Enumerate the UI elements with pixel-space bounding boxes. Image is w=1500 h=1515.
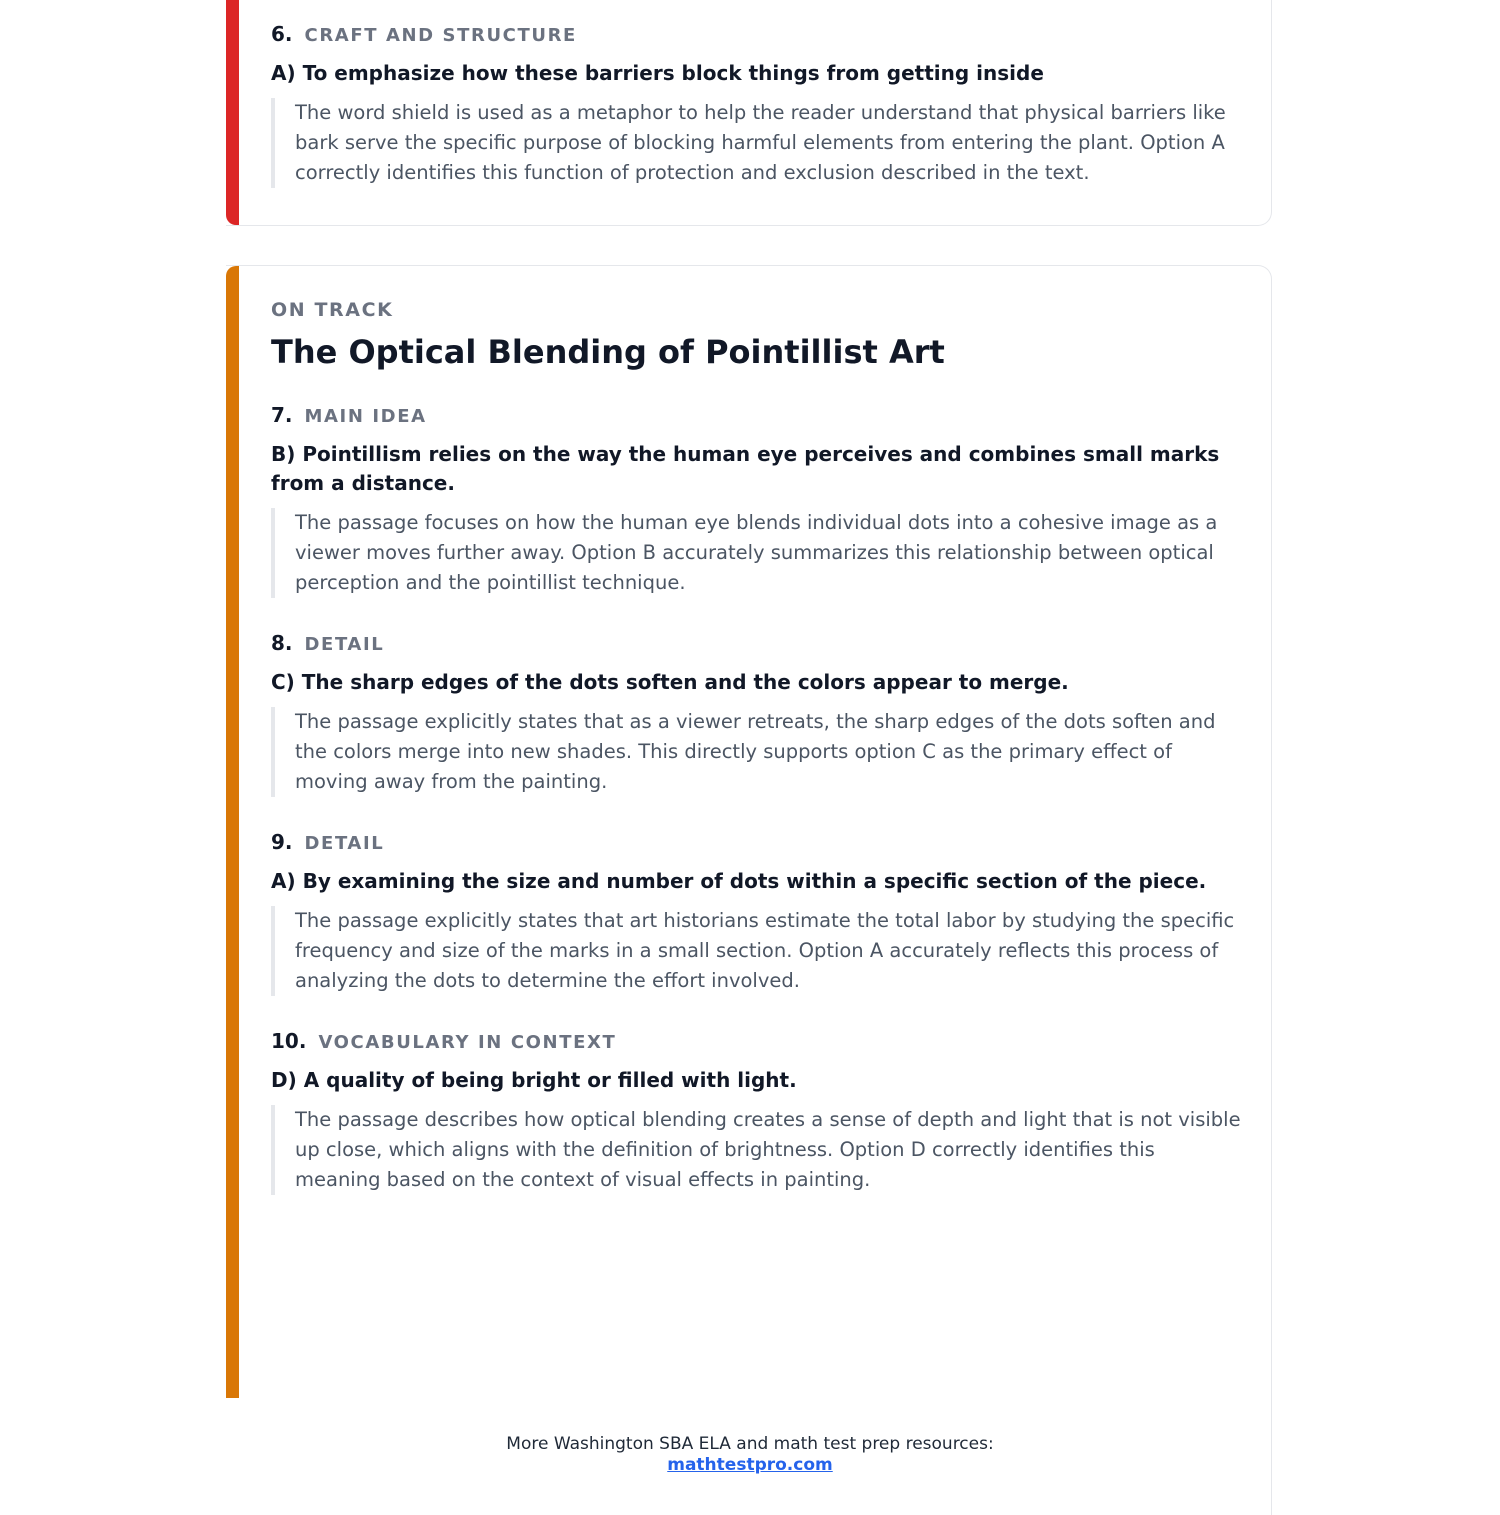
question-category: CRAFT AND STRUCTURE (304, 25, 577, 46)
question-number: 6. (271, 22, 293, 46)
question-category: DETAIL (304, 833, 385, 854)
correct-answer: A) To emphasize how these barriers block things from getting inside (271, 61, 1044, 85)
answer-card-previous (226, 0, 1272, 226)
status-label: ON TRACK (271, 299, 394, 321)
footer (0, 1434, 1500, 1476)
question-8 (271, 630, 1241, 797)
question-number: 9. (271, 830, 293, 854)
answer-explanation: The passage explicitly states that art historians estimate the total labor by studying the specific frequency and size of the marks in a small section. Option A accurately reflects this process of analyzing the dots to determine the effort involved. (271, 906, 1241, 996)
question-category: DETAIL (304, 634, 385, 655)
answer-explanation: The passage describes how optical blending creates a sense of depth and light that is not visible up close, which aligns with the definition of brightness. Option D correctly identifies this meaning based on the context of visual effects in painting. (271, 1105, 1241, 1195)
question-10 (271, 1028, 1241, 1195)
answer-card-passage (226, 265, 1272, 1515)
status-color-bar (226, 266, 239, 1398)
correct-answer: D) A quality of being bright or filled with light. (271, 1068, 797, 1092)
question-number: 8. (271, 631, 293, 655)
correct-answer: C) The sharp edges of the dots soften and the colors appear to merge. (271, 670, 1069, 694)
footer-link[interactable]: mathtestpro.com (667, 1455, 833, 1475)
footer-text: More Washington SBA ELA and math test prep resources: (506, 1434, 994, 1454)
answer-explanation: The passage focuses on how the human eye blends individual dots into a cohesive image as a viewer moves further away. Option B accurately summarizes this relationship between optical perception and the pointillist technique. (271, 508, 1241, 598)
status-color-bar (226, 0, 239, 225)
question-7 (271, 402, 1241, 598)
correct-answer: B) Pointillism relies on the way the human eye perceives and combines small marks from a distance. (271, 442, 1220, 495)
question-category: MAIN IDEA (304, 406, 427, 427)
question-6 (271, 21, 1241, 188)
question-category: VOCABULARY IN CONTEXT (318, 1032, 617, 1053)
answer-explanation: The word shield is used as a metaphor to help the reader understand that physical barriers like bark serve the specific purpose of blocking harmful elements from entering the plant. Option A correctly identifies this function of protection and exclusion described in the text. (271, 98, 1241, 188)
answer-explanation: The passage explicitly states that as a viewer retreats, the sharp edges of the dots soften and the colors merge into new shades. This directly supports option C as the primary effect of moving away from the painting. (271, 707, 1241, 797)
passage-title: The Optical Blending of Pointillist Art (271, 333, 945, 371)
question-number: 10. (271, 1029, 307, 1053)
correct-answer: A) By examining the size and number of dots within a specific section of the piece. (271, 869, 1207, 893)
question-number: 7. (271, 403, 293, 427)
question-9 (271, 829, 1241, 996)
